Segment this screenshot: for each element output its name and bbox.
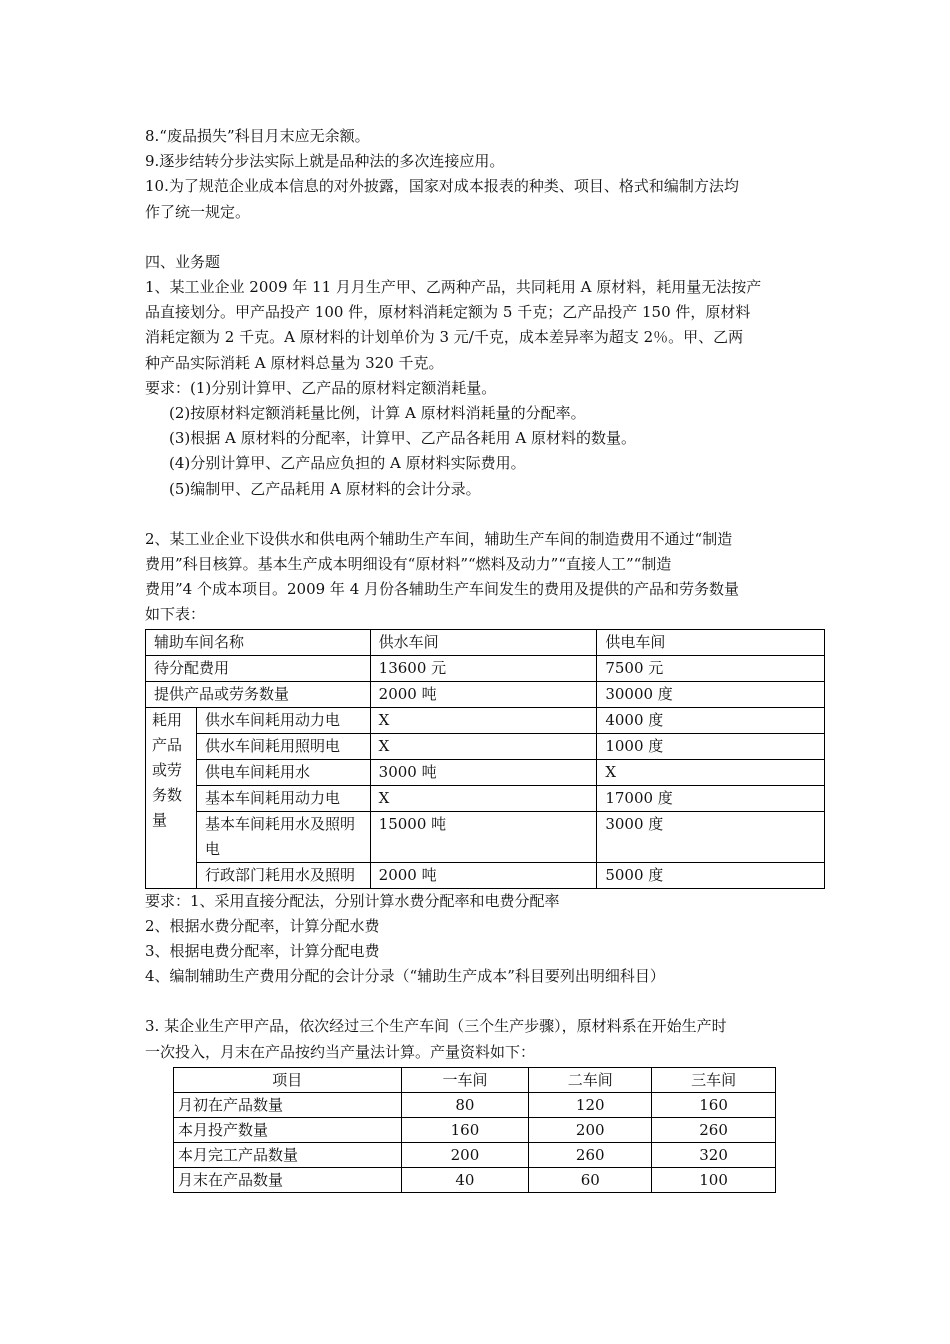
- q2-requirement: 要求：1、采用直接分配法，分别计算水费分配率和电费分配率: [145, 891, 560, 910]
- table-cell: 5000 度: [597, 862, 825, 888]
- table-cell: 月初在产品数量: [174, 1092, 402, 1117]
- table-header-row: [146, 629, 825, 655]
- table-cell: 供电车间: [597, 629, 825, 655]
- table-cell: 2000 吨: [370, 681, 597, 707]
- table-cell: 供水车间耗用动力电: [196, 707, 370, 733]
- q1-text-line: 品直接划分。甲产品投产 100 件，原材料消耗定额为 5 千克；乙产品投产 150 件，原材料: [145, 303, 751, 322]
- table-cell: 15000 吨: [370, 811, 597, 862]
- table-cell: 供电车间耗用水: [196, 759, 370, 785]
- table-cell: 基本车间耗用水及照明电: [196, 811, 370, 862]
- table-row: [146, 862, 825, 888]
- table-cell: 本月投产数量: [174, 1117, 402, 1142]
- table-row: [146, 759, 825, 785]
- q1-text-line: 种产品实际消耗 A 原材料总量为 320 千克。: [145, 353, 444, 372]
- table-cell: 30000 度: [597, 681, 825, 707]
- q1-requirement: (4)分别计算甲、乙产品应负担的 A 原材料实际费用。: [169, 454, 526, 473]
- table-cell: 3000 吨: [370, 759, 597, 785]
- q2-requirement: 2、根据水费分配率，计算分配水费: [145, 916, 380, 935]
- table-cell: 160: [652, 1092, 776, 1117]
- table-row: [174, 1092, 776, 1117]
- auxiliary-workshop-table: [145, 629, 825, 889]
- section-heading: 四、业务题: [145, 252, 221, 271]
- item-10: 10.为了规范企业成本信息的对外披露，国家对成本报表的种类、项目、格式和编制方法均: [145, 177, 739, 196]
- table-cell: 辅助车间名称: [146, 629, 371, 655]
- table-cell: 供水车间耗用照明电: [196, 733, 370, 759]
- table-cell: 13600 元: [370, 655, 597, 681]
- table-cell: 项目: [174, 1067, 402, 1092]
- table-row: [146, 811, 825, 862]
- table-row: [146, 707, 825, 733]
- group-label-cell: 耗用产品或劳务数量: [146, 707, 197, 888]
- table-cell: X: [370, 733, 597, 759]
- q2-text-line: 费用”科目核算。基本生产成本明细设有“原材料”“燃料及动力”“直接人工”“制造: [145, 555, 672, 574]
- table-row: [174, 1142, 776, 1167]
- q1-requirement: (3)根据 A 原材料的分配率，计算甲、乙产品各耗用 A 原材料的数量。: [169, 429, 636, 448]
- table-cell: 本月完工产品数量: [174, 1142, 402, 1167]
- table-row: [146, 655, 825, 681]
- table-cell: 三车间: [652, 1067, 776, 1092]
- table-cell: 月末在产品数量: [174, 1167, 402, 1192]
- q2-text-line: 如下表：: [145, 605, 206, 624]
- table-cell: 提供产品或劳务数量: [146, 681, 371, 707]
- table-row: [174, 1167, 776, 1192]
- table-cell: 260: [652, 1117, 776, 1142]
- table-header-row: [174, 1067, 776, 1092]
- q2-text-line: 2、某工业企业下设供水和供电两个辅助生产车间，辅助生产车间的制造费用不通过“制造: [145, 529, 733, 548]
- table-cell: 80: [401, 1092, 529, 1117]
- item-9: 9.逐步结转分步法实际上就是品种法的多次连接应用。: [145, 152, 505, 171]
- table-cell: 60: [529, 1167, 652, 1192]
- q3-text-line: 一次投入，月末在产品按约当产量法计算。产量资料如下：: [145, 1042, 536, 1061]
- table-row: [146, 785, 825, 811]
- table-cell: X: [597, 759, 825, 785]
- q1-requirement: (2)按原材料定额消耗量比例，计算 A 原材料消耗量的分配率。: [169, 404, 586, 423]
- table-cell: X: [370, 785, 597, 811]
- table-cell: 基本车间耗用动力电: [196, 785, 370, 811]
- table-cell: 待分配费用: [146, 655, 371, 681]
- table-cell: 100: [652, 1167, 776, 1192]
- table-cell: 200: [401, 1142, 529, 1167]
- table-cell: 行政部门耗用水及照明: [196, 862, 370, 888]
- table-cell: 2000 吨: [370, 862, 597, 888]
- document-page: [145, 124, 825, 1193]
- spacer: [145, 502, 825, 527]
- table-cell: 120: [529, 1092, 652, 1117]
- table-cell: 1000 度: [597, 733, 825, 759]
- item-10-continued: 作了统一规定。: [145, 202, 251, 221]
- table-cell: 160: [401, 1117, 529, 1142]
- q2-text-line: 费用”4 个成本项目。2009 年 4 月份各辅助生产车间发生的费用及提供的产品和劳务数量: [145, 580, 740, 599]
- table-cell: 供水车间: [370, 629, 597, 655]
- spacer: [145, 989, 825, 1014]
- q2-requirement: 3、根据电费分配率，计算分配电费: [145, 942, 380, 961]
- table-cell: 4000 度: [597, 707, 825, 733]
- q2-requirement: 4、编制辅助生产费用分配的会计分录（“辅助生产成本”科目要列出明细科目）: [145, 967, 665, 986]
- table-cell: 一车间: [401, 1067, 529, 1092]
- table-cell: 17000 度: [597, 785, 825, 811]
- table-cell: 320: [652, 1142, 776, 1167]
- table-cell: 7500 元: [597, 655, 825, 681]
- table-cell: X: [370, 707, 597, 733]
- table-cell: 40: [401, 1167, 529, 1192]
- table-cell: 200: [529, 1117, 652, 1142]
- production-quantity-table: [173, 1067, 776, 1193]
- table-row: [174, 1117, 776, 1142]
- table-row: [146, 733, 825, 759]
- item-8: 8.“废品损失”科目月末应无余额。: [145, 127, 370, 145]
- q1-requirement: 要求：(1)分别计算甲、乙产品的原材料定额消耗量。: [145, 378, 497, 397]
- table-row: [146, 681, 825, 707]
- q1-requirement: (5)编制甲、乙产品耗用 A 原材料的会计分录。: [169, 479, 481, 498]
- spacer: [145, 225, 825, 250]
- table-cell: 3000 度: [597, 811, 825, 862]
- q3-text-line: 3. 某企业生产甲产品，依次经过三个生产车间（三个生产步骤），原材料系在开始生产时: [145, 1017, 727, 1036]
- table-cell: 二车间: [529, 1067, 652, 1092]
- table-cell: 260: [529, 1142, 652, 1167]
- q1-text-line: 1、某工业企业 2009 年 11 月月生产甲、乙两种产品，共同耗用 A 原材料，耗用量无法按产: [145, 278, 762, 297]
- q1-text-line: 消耗定额为 2 千克。A 原材料的计划单价为 3 元/千克，成本差异率为超支 2％。甲、乙两: [145, 328, 744, 347]
